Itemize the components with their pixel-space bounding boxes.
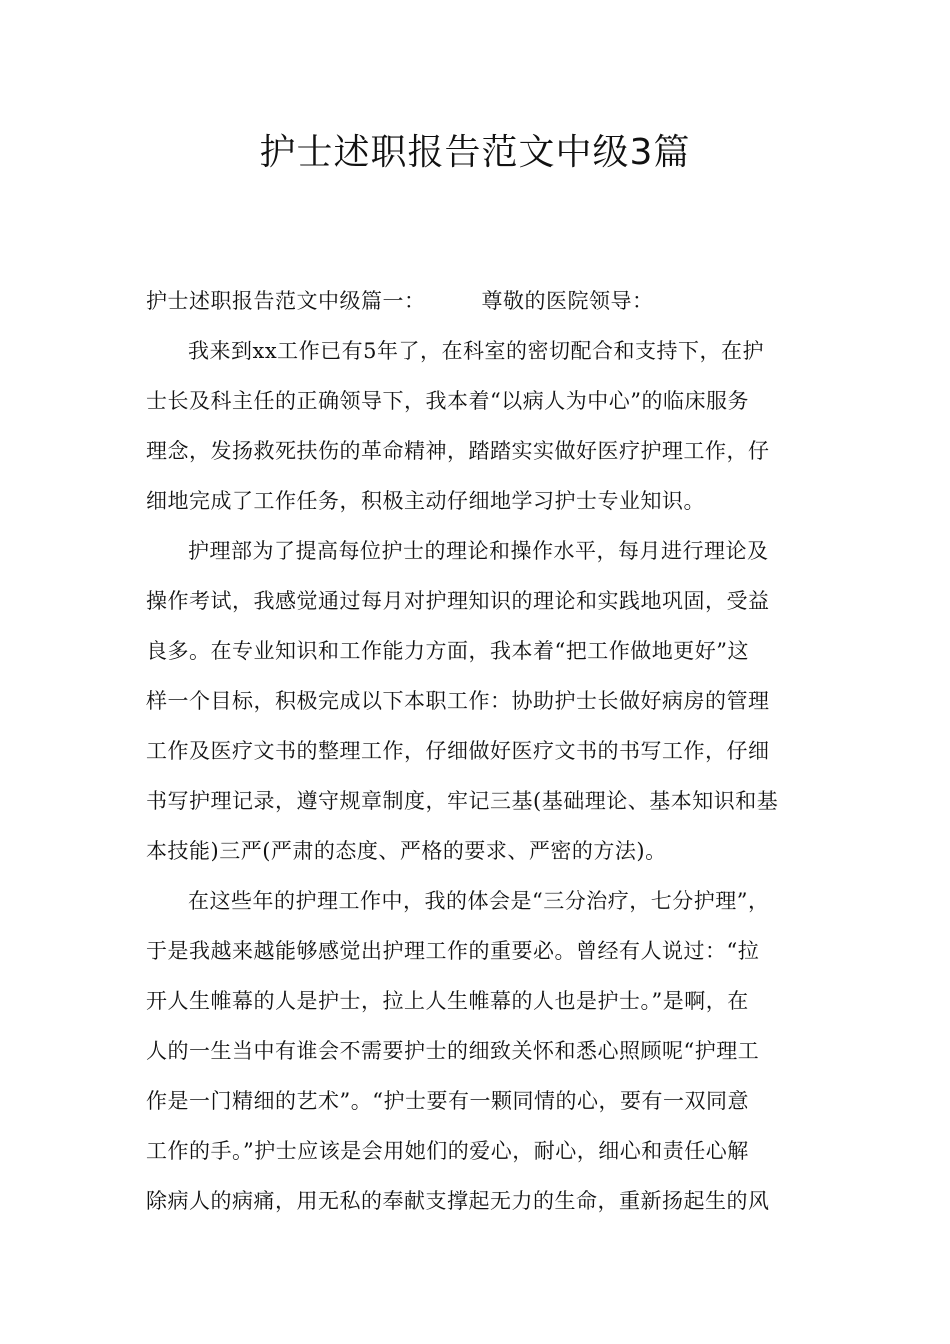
text-line: 人的一生当中有谁会不需要护士的细致关怀和悉心照顾呢“护理工 (146, 1039, 760, 1063)
text-line: 我来到xx工作已有5年了，在科室的密切配合和支持下，在护 (188, 339, 765, 363)
text-line: 作是一门精细的艺术”。“护士要有一颗同情的心，要有一双同意 (146, 1089, 749, 1113)
text-line: 工作及医疗文书的整理工作，仔细做好医疗文书的书写工作，仔细 (146, 739, 770, 763)
text-line: 工作的手。”护士应该是会用她们的爱心，耐心，细心和责任心解 (146, 1139, 749, 1163)
text-line: 书写护理记录，遵守规章制度，牢记三基(基础理论、基本知识和基 (146, 789, 779, 813)
text-line: 本技能)三严(严肃的态度、严格的要求、严密的方法)。 (146, 839, 667, 863)
text-line: 士长及科主任的正确领导下，我本着“以病人为中心”的临床服务 (146, 389, 749, 413)
paragraph (146, 532, 811, 882)
heading-line (146, 282, 811, 332)
text-line: 良多。在专业知识和工作能力方面，我本着“把工作做地更好”这 (146, 639, 749, 663)
text-line: 样一个目标，积极完成以下本职工作：协助护士长做好病房的管理 (146, 689, 770, 713)
section-heading: 护士述职报告范文中级篇一： (146, 289, 426, 313)
text-line: 细地完成了工作任务，积极主动仔细地学习护士专业知识。 (146, 489, 705, 513)
text-line: 理念，发扬救死扶伤的革命精神，踏踏实实做好医疗护理工作，仔 (146, 439, 770, 463)
text-line: 开人生帷幕的人是护士，拉上人生帷幕的人也是护士。”是啊，在 (146, 989, 749, 1013)
paragraph (146, 882, 811, 1232)
text-line: 于是我越来越能够感觉出护理工作的重要必。曾经有人说过：“拉 (146, 939, 760, 963)
text-line: 操作考试，我感觉通过每月对护理知识的理论和实践地巩固，受益 (146, 589, 770, 613)
text-line: 在这些年的护理工作中，我的体会是“三分治疗，七分护理”， (188, 889, 770, 913)
salutation: 尊敬的医院领导： (481, 289, 654, 313)
paragraph (146, 332, 811, 532)
document-body (146, 282, 811, 1232)
text-line: 护理部为了提高每位护士的理论和操作水平，每月进行理论及 (188, 539, 769, 563)
document-title: 护士述职报告范文中级3篇 (259, 132, 691, 173)
text-line: 除病人的病痛，用无私的奉献支撑起无力的生命，重新扬起生的风 (146, 1189, 770, 1213)
